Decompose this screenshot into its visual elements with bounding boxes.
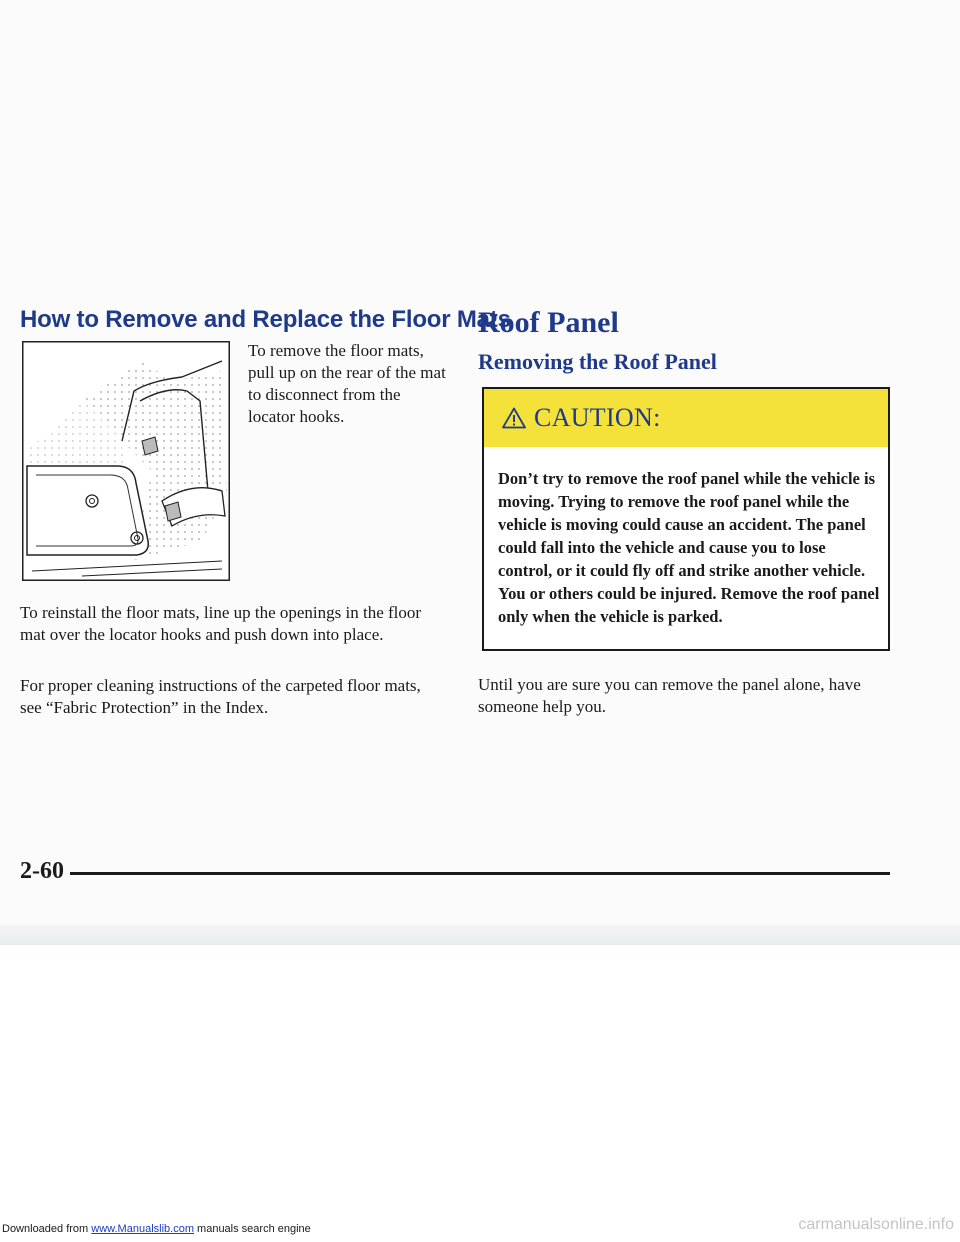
page-edge-shade: [0, 925, 960, 945]
watermark: carmanualsonline.info: [798, 1216, 954, 1233]
caution-text: Don’t try to remove the roof panel while the vehicle is moving. Trying to remove the roof panel while the vehicle is moving could cause an accident. The panel could fall into the vehicle and cause you to lose control, or it could fly off and strike another vehicle. You or others could be injured. Remove the roof panel only when the vehicle is parked.: [498, 469, 880, 626]
floor-mats-heading: How to Remove and Replace the Floor Mats: [20, 306, 511, 333]
floor-mat-illustration: [22, 341, 230, 581]
roof-panel-heading: Roof Panel: [478, 306, 619, 339]
download-prefix: Downloaded from: [2, 1223, 92, 1235]
cleaning-instructions-paragraph: For proper cleaning instructions of the carpeted floor mats, see “Fabric Protection” in the Index.: [20, 676, 421, 717]
manualslib-link[interactable]: www.Manualslib.com: [91, 1223, 194, 1235]
reinstall-mats-paragraph: To reinstall the floor mats, line up the openings in the floor mat over the locator hooks and push down into place.: [20, 603, 422, 644]
footer-rule: [70, 872, 890, 875]
remove-mats-text: To remove the floor mats, pull up on the rear of the mat to disconnect from the locator hooks.: [248, 341, 446, 426]
removing-roof-panel-subheading: Removing the Roof Panel: [478, 349, 717, 374]
caution-banner: [484, 389, 888, 447]
download-footer: [2, 1223, 311, 1235]
page-number: 2-60: [20, 858, 64, 884]
helper-paragraph: Until you are sure you can remove the panel alone, have someone help you.: [478, 675, 861, 716]
warning-triangle-icon: [502, 407, 526, 429]
caution-box: [482, 387, 890, 651]
download-suffix: manuals search engine: [193, 1223, 311, 1235]
caution-label: CAUTION:: [534, 403, 661, 432]
